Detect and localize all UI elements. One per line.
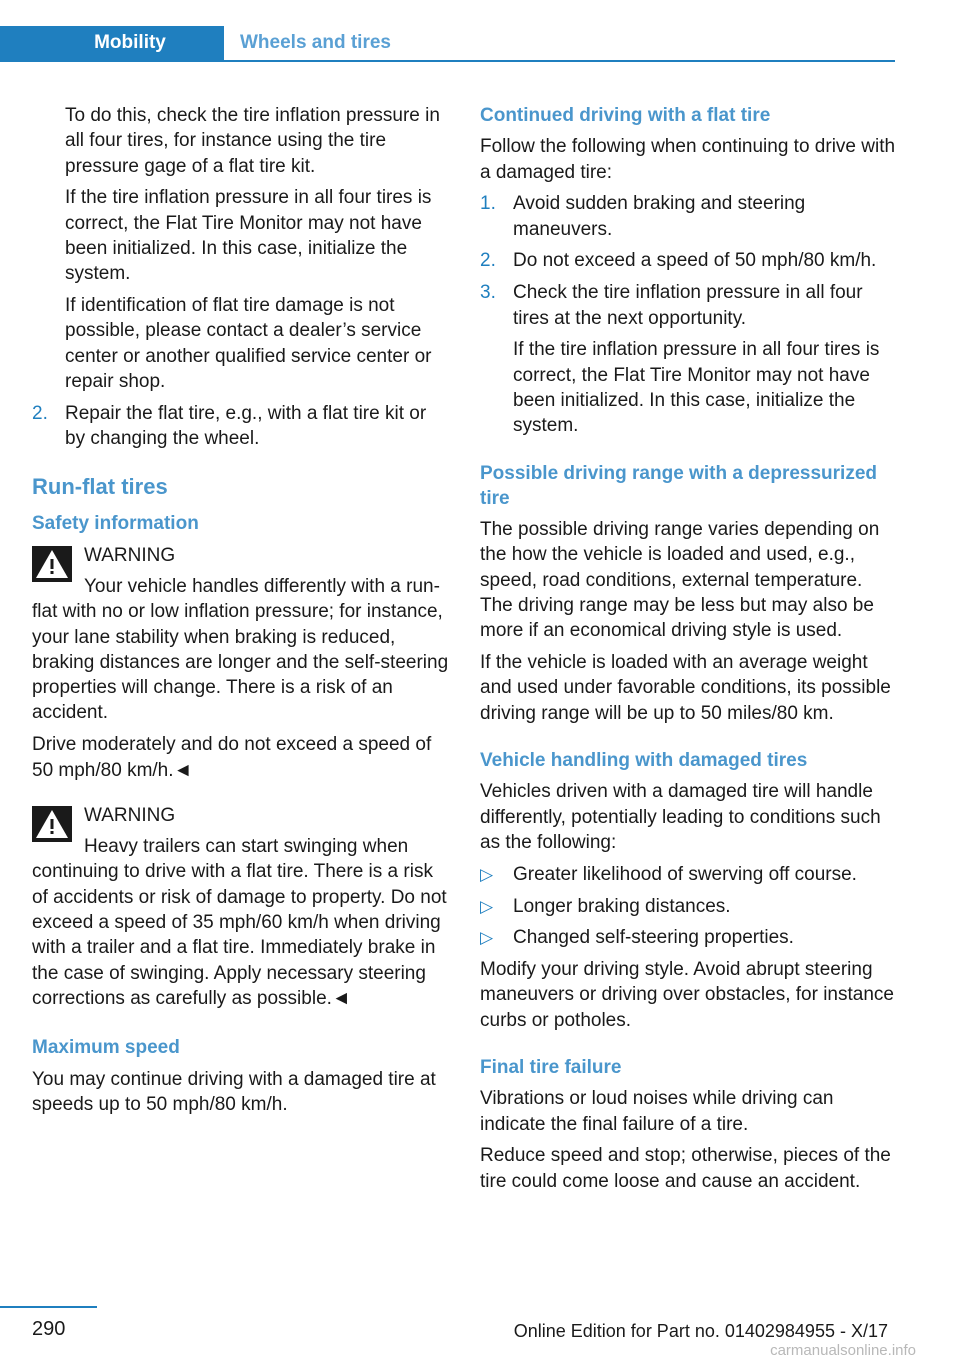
paragraph: If the vehicle is loaded with an average weight and used under favorable conditions, its possible driving range will be up to 50 miles/80 km. — [480, 652, 891, 724]
warning-block — [32, 803, 450, 1011]
list-item — [32, 401, 450, 452]
subheading-vehicle-handling: Vehicle handling with damaged tires — [480, 750, 808, 772]
warning-text: Drive moderately and do not exceed a speed of 50 mph/80 km/h.◄ — [32, 734, 432, 781]
list-item — [480, 191, 898, 242]
paragraph: To do this, check the tire inflation pressure in all four tires, for instance using the tire pressure gage of a flat tire kit. — [65, 105, 440, 177]
edition-text: Online Edition for Part no. 01402984955 - X/17 — [513, 1321, 888, 1341]
list-item — [480, 862, 898, 887]
step-text: Avoid sudden braking and steering maneuvers. — [513, 193, 806, 240]
warning-title: WARNING — [84, 544, 176, 566]
paragraph: If the tire inflation pressure in all four tires is correct, the Flat Tire Monitor may not have been initialized. In this case, initialize the system. — [65, 187, 432, 285]
warning-block — [32, 543, 450, 783]
warning-title: WARNING — [84, 804, 176, 826]
paragraph: Reduce speed and stop; otherwise, pieces of the tire could come loose and cause an accident. — [480, 1145, 891, 1192]
bullet-triangle-icon: ▷ — [480, 928, 494, 948]
subheading-final-tire-failure: Final tire failure — [480, 1057, 622, 1078]
step-text: Repair the flat tire, e.g., with a flat tire kit or by changing the wheel. — [65, 402, 427, 450]
tab-wheels-and-tires[interactable]: Wheels and tires — [240, 32, 391, 53]
paragraph: Vibrations or loud noises while driving can indicate the final failure of a tire. — [480, 1088, 834, 1135]
page-number: 290 — [32, 1318, 66, 1340]
header-rule — [0, 60, 895, 62]
list-item — [480, 925, 898, 950]
bullet-text: Greater likelihood of swerving off course. — [513, 863, 857, 885]
paragraph: Vehicles driven with a damaged tire will handle differently, potentially leading to conditions such as the following: — [480, 781, 881, 853]
footer-rule — [0, 1306, 97, 1308]
page-header — [0, 26, 895, 62]
warning-icon — [32, 806, 72, 842]
step-number: 1. — [480, 193, 496, 215]
paragraph: Follow the following when continuing to drive with a damaged tire: — [480, 136, 896, 183]
paragraph: The possible driving range varies depending on the how the vehicle is loaded and used, e.g., speed, road conditions, external temperature. The driving range may be less but may also be more if an economical driving style is used. — [480, 519, 880, 642]
paragraph: Modify your driving style. Avoid abrupt steering maneuvers or driving over obstacles, for instance curbs or potholes. — [480, 959, 894, 1031]
bullet-text: Longer braking distances. — [513, 895, 731, 917]
section-heading-run-flat: Run-flat tires — [32, 474, 168, 500]
step-number: 2. — [32, 402, 48, 424]
subheading-maximum-speed: Maximum speed — [32, 1037, 180, 1059]
left-column — [32, 103, 450, 1124]
tab-mobility[interactable] — [0, 26, 224, 60]
step-number: 3. — [480, 282, 496, 304]
list-item — [480, 280, 898, 438]
list-item — [480, 248, 898, 273]
subheading-continued-driving: Continued driving with a flat tire — [480, 105, 771, 126]
right-column — [480, 103, 898, 1200]
warning-text: Your vehicle handles differently with a run-flat with no or low inflation pressure; for instance, your lane stability when braking is reduced, braking distances are longer and the self-steering properties will change. There is a risk of an accident. — [32, 575, 449, 724]
list-item — [480, 894, 898, 919]
paragraph: If identification of flat tire damage is not possible, please contact a dealer’s service center or another qualified service center or repair shop. — [65, 295, 432, 392]
step-number: 2. — [480, 250, 496, 272]
watermark: carmanualsonline.info — [770, 1342, 916, 1359]
step-text: Check the tire inflation pressure in all four tires at the next opportunity. — [513, 282, 863, 329]
bullet-triangle-icon: ▷ — [480, 864, 494, 884]
bullet-text: Changed self-steering properties. — [513, 927, 794, 949]
warning-icon — [32, 546, 72, 582]
paragraph: You may continue driving with a damaged tire at speeds up to 50 mph/80 km/h. — [32, 1068, 436, 1115]
step-note: If the tire inflation pressure in all four tires is correct, the Flat Tire Monitor may not have been initialized. In this case, initialize the system. — [513, 339, 880, 437]
subheading-possible-driving-range: Possible driving range with a depressurized tire — [480, 462, 877, 509]
bullet-triangle-icon: ▷ — [480, 896, 494, 916]
step-text: Do not exceed a speed of 50 mph/80 km/h. — [513, 250, 877, 272]
section-label: Mobility — [94, 32, 166, 53]
subheading-safety-information: Safety information — [32, 513, 199, 535]
warning-text: Heavy trailers can start swinging when continuing to drive with a flat tire. There is a risk of accidents or risk of damage to property. Do not exceed a speed of 35 mph/60 km/h when driving with a trailer and a flat tire. Immediately brake in the case of swinging. Apply necessary steering corrections as carefully as possible.◄ — [32, 836, 447, 1009]
